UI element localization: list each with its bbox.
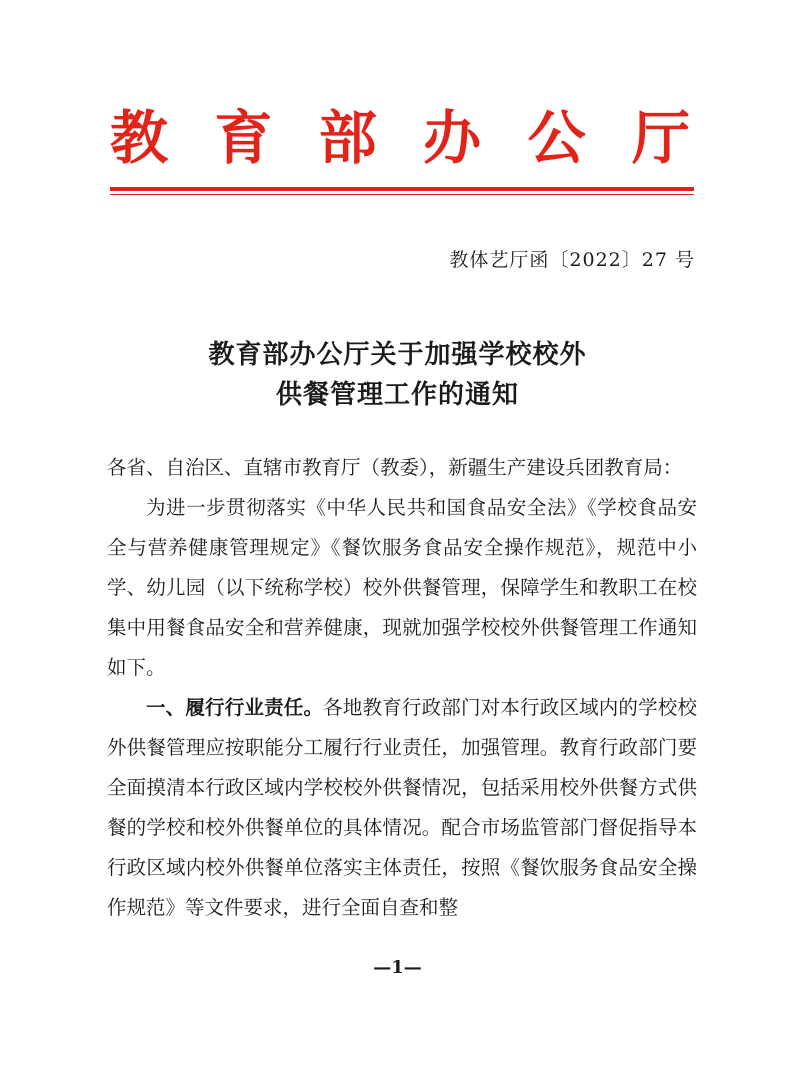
letterhead-char: 育: [214, 104, 273, 172]
section-1-paragraph: [107, 688, 697, 928]
letterhead-char: 办: [423, 104, 482, 172]
letterhead-char: 公: [527, 104, 586, 172]
section-1-text: 各地教育行政部门对本行政区域内的学校校外供餐管理应按职能分工履行行业责任，加强管理。教育行政部门要全面摸清本行政区域内学校校外供餐情况，包括采用校外供餐方式供餐的学校和校外供餐单位的具体情况。配合市场监管部门督促指导本行政区域内校外供餐单位落实主体责任，按照《餐饮服务食品安全操作规范》等文件要求，进行全面自查和整: [107, 696, 697, 919]
document-title-line2: 供餐管理工作的通知: [275, 380, 519, 410]
letterhead-title: [110, 98, 690, 178]
document-number: 教体艺厅函〔2022〕27 号: [449, 249, 695, 271]
document-body: [107, 448, 697, 928]
letterhead-char: 教: [110, 104, 169, 172]
section-1-heading: 一、履行行业责任。: [146, 696, 324, 719]
document-title: [0, 335, 795, 415]
document-title-line1: 教育部办公厅关于加强学校校外: [208, 340, 587, 370]
letterhead-char: 厅: [631, 104, 690, 172]
salutation: 各省、自治区、直辖市教育厅（教委），新疆生产建设兵团教育局：: [107, 456, 683, 479]
letterhead-rule-thick: [110, 187, 694, 191]
letterhead-rule-thin: [110, 194, 694, 195]
letterhead-char: 部: [318, 104, 377, 172]
intro-paragraph: 为进一步贯彻落实《中华人民共和国食品安全法》《学校食品安全与营养健康管理规定》《餐饮服务食品安全操作规范》，规范中小学、幼儿园（以下统称学校）校外供餐管理，保障学生和教职工在校集中用餐食品安全和营养健康，现就加强学校校外供餐管理工作通知如下。: [107, 496, 697, 679]
page-number: —1—: [373, 957, 422, 978]
